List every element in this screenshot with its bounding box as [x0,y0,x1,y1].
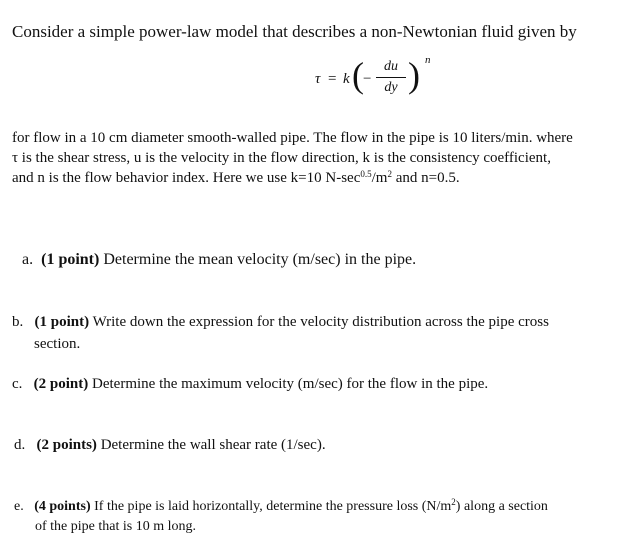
equals-sign: = [328,71,337,87]
derivative-fraction [375,59,407,96]
question-e-text-a: If the pipe is laid horizontally, determine the pressure loss (N/m [90,499,452,514]
question-d [14,435,326,455]
question-b-points: (1 point) [34,314,90,330]
problem-intro: Consider a simple power-law model that describes a non-Newtonian fluid given by [12,22,577,41]
line3-superscript-2: 2 [387,169,392,179]
exponent-n: n [425,54,431,66]
minus-sign: − [363,71,372,87]
line3-text-a: and n is the flow behavior index. Here we use k=10 N-sec [12,170,361,186]
tau-symbol: τ [315,71,321,87]
question-e-text-line2: of the pipe that is 10 m long. [35,519,196,534]
question-b-text: Write down the expression for the velocity distribution across the pipe cross [89,314,549,330]
question-a-text: Determine the mean velocity (m/sec) in the pipe. [99,251,417,268]
k-symbol: k [343,71,350,87]
power-law-equation [315,54,445,104]
question-c-text: Determine the maximum velocity (m/sec) for the flow in the pipe. [88,376,489,392]
line3-text-c: and n=0.5. [391,170,460,186]
question-e [14,497,548,537]
question-a [22,250,416,270]
question-e-superscript: 2 [451,497,456,507]
question-b-letter: b. [12,314,24,330]
question-e-letter: e. [14,499,24,514]
question-c-points: (2 point) [33,376,89,392]
description-line-3 [12,168,632,188]
question-e-text-b: ) along a section [455,499,548,514]
fraction-numerator: du [384,59,398,74]
question-e-points: (4 points) [34,499,91,514]
right-paren: ) [408,55,420,95]
question-a-letter: a. [22,251,34,268]
description-line-2: τ is the shear stress, u is the velocity in the flow direction, k is the consistency coefficient, [12,150,551,166]
description-line-1: for flow in a 10 cm diameter smooth-walled pipe. The flow in the pipe is 10 liters/min. where [12,130,573,146]
left-paren: ( [352,55,364,95]
question-a-points: (1 point) [41,251,100,268]
question-d-letter: d. [14,437,26,453]
problem-description [12,128,632,188]
question-d-points: (2 points) [36,437,97,453]
question-d-text: Determine the wall shear rate (1/sec). [96,437,326,453]
question-b [12,312,549,354]
line3-superscript-1: 0.5 [360,169,372,179]
fraction-bar [376,77,406,78]
fraction-denominator: dy [384,80,398,95]
question-c-letter: c. [12,376,23,392]
line3-text-b: /m [371,170,388,186]
question-c [12,374,488,394]
question-b-text-line2: section. [34,336,81,352]
